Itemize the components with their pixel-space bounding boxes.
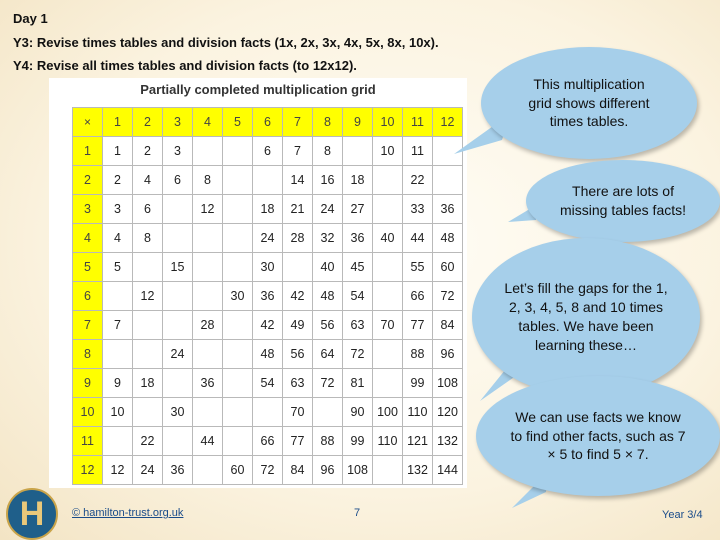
grid-cell [193, 253, 223, 282]
grid-cell: 84 [283, 456, 313, 485]
grid-cell: 56 [283, 340, 313, 369]
grid-cell: 8 [313, 137, 343, 166]
grid-cell: 63 [283, 369, 313, 398]
grid-cell [223, 311, 253, 340]
grid-title: Partially completed multiplication grid [140, 82, 376, 97]
grid-row [73, 137, 463, 166]
grid-cell: 24 [253, 224, 283, 253]
grid-cell: 24 [133, 456, 163, 485]
grid-header-cell: 7 [73, 311, 103, 340]
grid-cell: 7 [103, 311, 133, 340]
grid-cell [163, 311, 193, 340]
grid-cell [223, 137, 253, 166]
grid-cell: 11 [403, 137, 433, 166]
grid-cell: 10 [373, 137, 403, 166]
grid-row [73, 195, 463, 224]
grid-header-cell: 9 [73, 369, 103, 398]
grid-cell: 6 [163, 166, 193, 195]
grid-header-cell: 3 [163, 108, 193, 137]
grid-cell [223, 369, 253, 398]
grid-cell [193, 340, 223, 369]
grid-header-cell: 3 [73, 195, 103, 224]
grid-cell [373, 340, 403, 369]
grid-cell: 36 [253, 282, 283, 311]
grid-cell: 55 [403, 253, 433, 282]
grid-cell: 2 [103, 166, 133, 195]
grid-cell: 81 [343, 369, 373, 398]
grid-cell: 84 [433, 311, 463, 340]
grid-cell: 4 [133, 166, 163, 195]
multiplication-grid-panel [49, 78, 467, 488]
grid-cell: 48 [313, 282, 343, 311]
grid-cell: 49 [283, 311, 313, 340]
grid-cell: 48 [433, 224, 463, 253]
grid-cell: 108 [433, 369, 463, 398]
grid-row [73, 253, 463, 282]
grid-header-cell: 5 [223, 108, 253, 137]
grid-cell: 18 [253, 195, 283, 224]
grid-cell: 132 [403, 456, 433, 485]
grid-cell: 42 [283, 282, 313, 311]
grid-cell: 96 [433, 340, 463, 369]
grid-cell [253, 398, 283, 427]
grid-cell: 2 [133, 137, 163, 166]
grid-header-cell: 4 [193, 108, 223, 137]
grid-cell: 70 [283, 398, 313, 427]
grid-header-cell: 8 [73, 340, 103, 369]
grid-cell [343, 137, 373, 166]
grid-header-cell: 8 [313, 108, 343, 137]
grid-row [73, 340, 463, 369]
grid-cell [133, 253, 163, 282]
grid-cell: 40 [373, 224, 403, 253]
grid-cell: 3 [163, 137, 193, 166]
grid-cell [253, 166, 283, 195]
grid-cell [223, 224, 253, 253]
grid-cell [193, 398, 223, 427]
grid-cell: 22 [133, 427, 163, 456]
grid-cell [433, 166, 463, 195]
grid-cell: 66 [403, 282, 433, 311]
grid-cell: 88 [313, 427, 343, 456]
grid-cell [373, 166, 403, 195]
grid-header-cell: 10 [373, 108, 403, 137]
grid-header-cell: 6 [253, 108, 283, 137]
hamilton-trust-link[interactable]: © hamilton-trust.org.uk [72, 507, 184, 519]
grid-cell: 110 [403, 398, 433, 427]
grid-cell [193, 282, 223, 311]
grid-cell [373, 195, 403, 224]
grid-cell: 12 [193, 195, 223, 224]
grid-cell: 10 [103, 398, 133, 427]
hamilton-logo-icon: H [6, 488, 58, 540]
grid-cell: 8 [193, 166, 223, 195]
grid-cell [163, 282, 193, 311]
grid-cell: 4 [103, 224, 133, 253]
grid-cell [373, 253, 403, 282]
grid-cell [133, 311, 163, 340]
grid-header-cell: × [73, 108, 103, 137]
year-group-label: Year 3/4 [662, 509, 703, 521]
grid-cell: 64 [313, 340, 343, 369]
grid-cell [163, 427, 193, 456]
grid-cell [163, 195, 193, 224]
bubble-text: There are lots of missing tables facts! [559, 183, 687, 218]
grid-cell [373, 369, 403, 398]
grid-header-cell: 7 [283, 108, 313, 137]
grid-cell: 121 [403, 427, 433, 456]
grid-header-row [73, 108, 463, 137]
grid-header-cell: 10 [73, 398, 103, 427]
grid-cell: 36 [193, 369, 223, 398]
grid-cell: 21 [283, 195, 313, 224]
y4-objective: Y4: Revise all times tables and division facts (to 12x12). [13, 58, 357, 73]
grid-header-cell: 4 [73, 224, 103, 253]
grid-cell: 56 [313, 311, 343, 340]
grid-cell: 88 [403, 340, 433, 369]
grid-cell: 99 [343, 427, 373, 456]
grid-cell: 72 [343, 340, 373, 369]
speech-bubble-missing-facts [526, 160, 720, 242]
grid-cell: 7 [283, 137, 313, 166]
grid-cell [193, 137, 223, 166]
grid-cell: 60 [223, 456, 253, 485]
page-number: 7 [354, 507, 361, 519]
grid-cell: 36 [433, 195, 463, 224]
grid-cell: 22 [403, 166, 433, 195]
grid-cell: 66 [253, 427, 283, 456]
grid-cell [313, 398, 343, 427]
grid-cell: 36 [163, 456, 193, 485]
grid-cell [103, 282, 133, 311]
grid-cell: 54 [343, 282, 373, 311]
grid-cell: 99 [403, 369, 433, 398]
grid-cell: 42 [253, 311, 283, 340]
grid-cell: 27 [343, 195, 373, 224]
grid-cell: 32 [313, 224, 343, 253]
grid-cell: 40 [313, 253, 343, 282]
grid-cell: 3 [103, 195, 133, 224]
grid-cell: 33 [403, 195, 433, 224]
grid-cell [133, 340, 163, 369]
grid-row [73, 369, 463, 398]
grid-cell: 100 [373, 398, 403, 427]
grid-cell: 72 [253, 456, 283, 485]
speech-bubble-grid-info [481, 47, 697, 159]
grid-header-cell: 1 [73, 137, 103, 166]
grid-cell: 12 [133, 282, 163, 311]
grid-header-cell: 11 [403, 108, 433, 137]
grid-cell [223, 166, 253, 195]
grid-cell [193, 456, 223, 485]
grid-cell: 72 [433, 282, 463, 311]
grid-cell: 44 [403, 224, 433, 253]
grid-cell [223, 340, 253, 369]
grid-cell: 1 [103, 137, 133, 166]
grid-cell: 132 [433, 427, 463, 456]
grid-cell [223, 398, 253, 427]
grid-cell [103, 427, 133, 456]
grid-cell: 48 [253, 340, 283, 369]
y3-objective: Y3: Revise times tables and division facts (1x, 2x, 3x, 4x, 5x, 8x, 10x). [13, 35, 439, 50]
day-heading: Day 1 [13, 11, 48, 26]
grid-cell: 110 [373, 427, 403, 456]
grid-cell: 28 [283, 224, 313, 253]
grid-row [73, 166, 463, 195]
grid-cell: 15 [163, 253, 193, 282]
bubble-text: Let’s fill the gaps for the 1, 2, 3, 4, 5, 8 and 10 times tables. We have been learning these… [504, 280, 668, 353]
grid-cell [193, 224, 223, 253]
grid-cell: 16 [313, 166, 343, 195]
grid-header-cell: 5 [73, 253, 103, 282]
grid-header-cell: 12 [433, 108, 463, 137]
grid-cell [373, 456, 403, 485]
grid-cell [223, 195, 253, 224]
grid-cell [283, 253, 313, 282]
grid-cell: 6 [253, 137, 283, 166]
grid-row [73, 224, 463, 253]
grid-cell: 24 [313, 195, 343, 224]
grid-header-cell: 2 [73, 166, 103, 195]
grid-cell: 45 [343, 253, 373, 282]
grid-header-cell: 12 [73, 456, 103, 485]
speech-bubble-fill-gaps [472, 238, 700, 396]
grid-cell: 30 [163, 398, 193, 427]
grid-cell: 30 [253, 253, 283, 282]
grid-cell: 5 [103, 253, 133, 282]
grid-cell: 72 [313, 369, 343, 398]
grid-cell: 120 [433, 398, 463, 427]
speech-bubble-known-facts [476, 376, 720, 496]
grid-cell: 36 [343, 224, 373, 253]
grid-header-cell: 6 [73, 282, 103, 311]
grid-header-cell: 11 [73, 427, 103, 456]
grid-cell [223, 253, 253, 282]
bubble-text: This multiplication grid shows different times tables. [528, 75, 650, 130]
grid-header-cell: 1 [103, 108, 133, 137]
grid-row [73, 282, 463, 311]
grid-cell: 12 [103, 456, 133, 485]
grid-cell: 24 [163, 340, 193, 369]
grid-header-cell: 2 [133, 108, 163, 137]
grid-header-cell: 9 [343, 108, 373, 137]
grid-cell: 77 [283, 427, 313, 456]
grid-cell [373, 282, 403, 311]
grid-cell: 28 [193, 311, 223, 340]
grid-cell: 77 [403, 311, 433, 340]
grid-cell: 30 [223, 282, 253, 311]
grid-cell: 63 [343, 311, 373, 340]
grid-cell: 96 [313, 456, 343, 485]
grid-row [73, 398, 463, 427]
grid-cell: 18 [343, 166, 373, 195]
grid-cell: 14 [283, 166, 313, 195]
grid-row [73, 311, 463, 340]
grid-cell [163, 369, 193, 398]
grid-cell [223, 427, 253, 456]
multiplication-grid [72, 107, 463, 485]
grid-cell: 44 [193, 427, 223, 456]
grid-cell: 6 [133, 195, 163, 224]
grid-row [73, 427, 463, 456]
grid-cell: 144 [433, 456, 463, 485]
grid-cell [103, 340, 133, 369]
grid-cell: 70 [373, 311, 403, 340]
grid-cell [133, 398, 163, 427]
grid-cell: 90 [343, 398, 373, 427]
grid-cell: 54 [253, 369, 283, 398]
grid-cell [163, 224, 193, 253]
grid-cell: 60 [433, 253, 463, 282]
bubble-text: We can use facts we know to find other facts, such as 7 × 5 to find 5 × 7. [510, 408, 686, 463]
grid-cell: 108 [343, 456, 373, 485]
grid-cell: 9 [103, 369, 133, 398]
grid-cell: 18 [133, 369, 163, 398]
grid-cell: 8 [133, 224, 163, 253]
grid-row [73, 456, 463, 485]
